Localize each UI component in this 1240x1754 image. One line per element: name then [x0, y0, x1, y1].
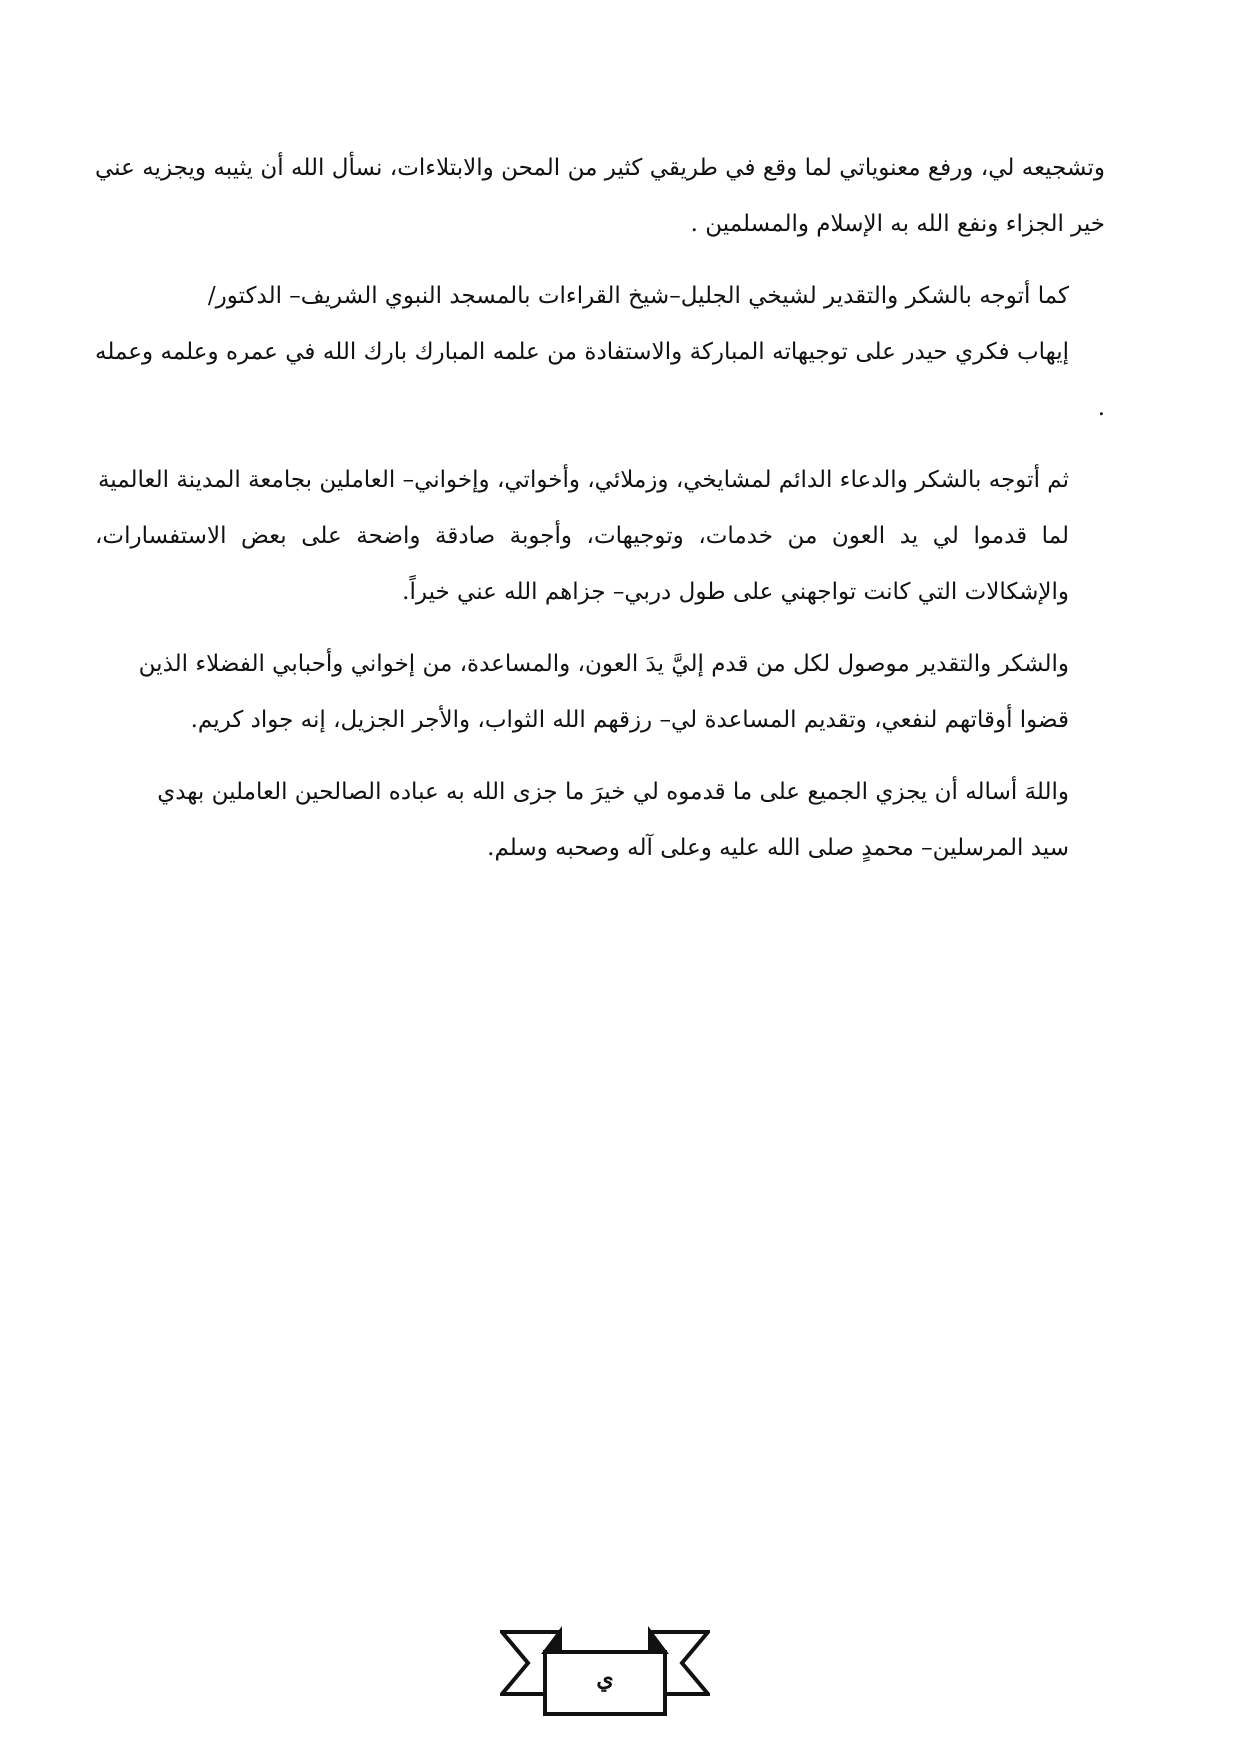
text-line: واللهَ أساله أن يجزي الجميع على ما قدموه لي خيرَ ما جزى الله به عباده الصالحين العاملين بهدي: [157, 779, 1069, 805]
paragraph-2: [95, 268, 1105, 436]
paragraph-3: [95, 452, 1105, 620]
text-line: سيد المرسلين– محمدٍ صلى الله عليه وعلى آله وصحبه وسلم.: [487, 835, 1069, 861]
text-line: قضوا أوقاتهم لنفعي، وتقديم المساعدة لي– رزقهم الله الثواب، والأجر الجزيل، إنه جواد كريم.: [190, 707, 1069, 733]
page-number-ribbon: [500, 1622, 710, 1718]
document-body: [95, 140, 1105, 892]
paragraph-5: [95, 764, 1105, 876]
text-line: والإشكالات التي كانت تواجهني على طول دربي– جزاهم الله عني خيراً.: [402, 579, 1069, 605]
paragraph-1: [95, 140, 1105, 252]
text-line: خير الجزاء ونفع الله به الإسلام والمسلمين .: [690, 211, 1105, 237]
text-line: والشكر والتقدير موصول لكل من قدم إليَّ يدَ العون، والمساعدة، من إخواني وأحبابي الفضلاء الذين: [138, 651, 1069, 677]
text-line: كما أتوجه بالشكر والتقدير لشيخي الجليل–شيخ القراءات بالمسجد النبوي الشريف– الدكتور/: [207, 283, 1069, 309]
page-number: ي: [596, 1666, 614, 1692]
text-line: ثم أتوجه بالشكر والدعاء الدائم لمشايخي، وزملائي، وأخواتي، وإخواني– العاملين بجامعة المدينة العالمية: [97, 467, 1069, 493]
text-line: لما قدموا لي يد العون من خدمات، وتوجيهات، وأجوبة صادقة واضحة على بعض الاستفسارات،: [95, 523, 1069, 549]
text-line: وتشجيعه لي، ورفع معنوياتي لما وقع في طريقي كثير من المحن والابتلاءات، نسأل الله أن يثيبه ويجزيه عني: [95, 155, 1105, 181]
paragraph-4: [95, 636, 1105, 748]
text-line: إيهاب فكري حيدر على توجيهاته المباركة والاستفادة من علمه المبارك بارك الله في عمره وعلمه وعمله .: [95, 339, 1105, 421]
